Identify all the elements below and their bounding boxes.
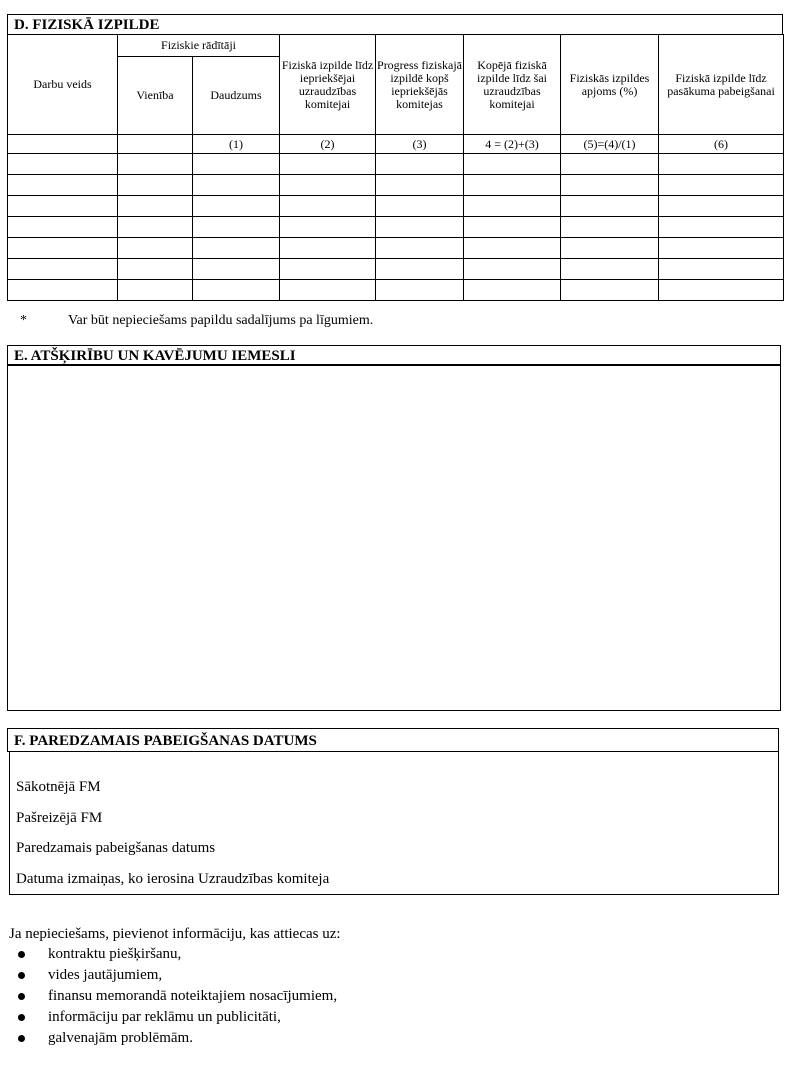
- info-list: [14, 944, 337, 1049]
- note-text: Var būt nepieciešams papildu sadalījums pa līgumiem.: [68, 313, 374, 328]
- num-cell: [118, 135, 193, 154]
- num-cell: 4 = (2)+(3): [464, 135, 561, 154]
- num-cell: [8, 135, 118, 154]
- col-prev-execution: Fiziskā izpilde līdz iepriekšējai uzraudzības komitejai: [280, 35, 376, 135]
- current-fm-label: Pašreizējā FM: [16, 810, 103, 826]
- initial-fm-label: Sākotnējā FM: [16, 779, 101, 795]
- list-item: galvenajām problēmām.: [14, 1028, 337, 1049]
- col-quantity: Daudzums: [193, 57, 280, 135]
- table-row: [8, 259, 784, 280]
- section-d-title: D. FIZISKĀ IZPILDE: [7, 14, 783, 34]
- info-intro: Ja nepieciešams, pievienot informāciju, kas attiecas uz:: [9, 926, 341, 942]
- bullet-icon: [18, 972, 25, 979]
- table-row: [8, 196, 784, 217]
- contract-note: [20, 313, 373, 329]
- section-e: [7, 345, 781, 711]
- bullet-icon: [18, 993, 25, 1000]
- num-cell: (5)=(4)/(1): [561, 135, 659, 154]
- list-item: informāciju par reklāmu un publicitāti,: [14, 1007, 337, 1028]
- col-unit: Vienība: [118, 57, 193, 135]
- col-progress: Progress fiziskajā izpildē kopš iepriekšējās komitejas: [376, 35, 464, 135]
- section-e-title: E. ATŠĶIRĪBU UN KAVĒJUMU IEMESLI: [8, 346, 780, 366]
- date-change-label: Datuma izmaiņas, ko ierosina Uzraudzības komiteja: [16, 871, 330, 887]
- group-indicators: Fiziskie rādītāji: [118, 35, 280, 57]
- list-item: vides jautājumiem,: [14, 965, 337, 986]
- expected-completion-label: Paredzamais pabeigšanas datums: [16, 840, 216, 856]
- col-volume-percent: Fiziskās izpildes apjoms (%): [561, 35, 659, 135]
- list-item: kontraktu piešķiršanu,: [14, 944, 337, 965]
- table-row: [8, 175, 784, 196]
- note-asterisk: *: [20, 313, 27, 328]
- section-f-title: F. PAREDZAMAIS PABEIGŠANAS DATUMS: [7, 728, 779, 752]
- col-end-execution: Fiziskā izpilde līdz pasākuma pabeigšanai: [659, 35, 784, 135]
- section-d: [7, 14, 783, 301]
- table-row: [8, 154, 784, 175]
- bullet-icon: [18, 1014, 25, 1021]
- table-row: [8, 217, 784, 238]
- num-cell: (3): [376, 135, 464, 154]
- bullet-icon: [18, 1035, 25, 1042]
- num-cell: (1): [193, 135, 280, 154]
- bullet-icon: [18, 951, 25, 958]
- num-cell: (2): [280, 135, 376, 154]
- table-row: [8, 280, 784, 301]
- list-item: finansu memorandā noteiktajiem nosacījumiem,: [14, 986, 337, 1007]
- physical-execution-table: [7, 34, 784, 301]
- col-work-type: Darbu veids: [8, 35, 118, 135]
- num-cell: (6): [659, 135, 784, 154]
- col-total-execution: Kopējā fiziskā izpilde līdz šai uzraudzības komitejai: [464, 35, 561, 135]
- table-row: [8, 238, 784, 259]
- section-f: [9, 752, 779, 895]
